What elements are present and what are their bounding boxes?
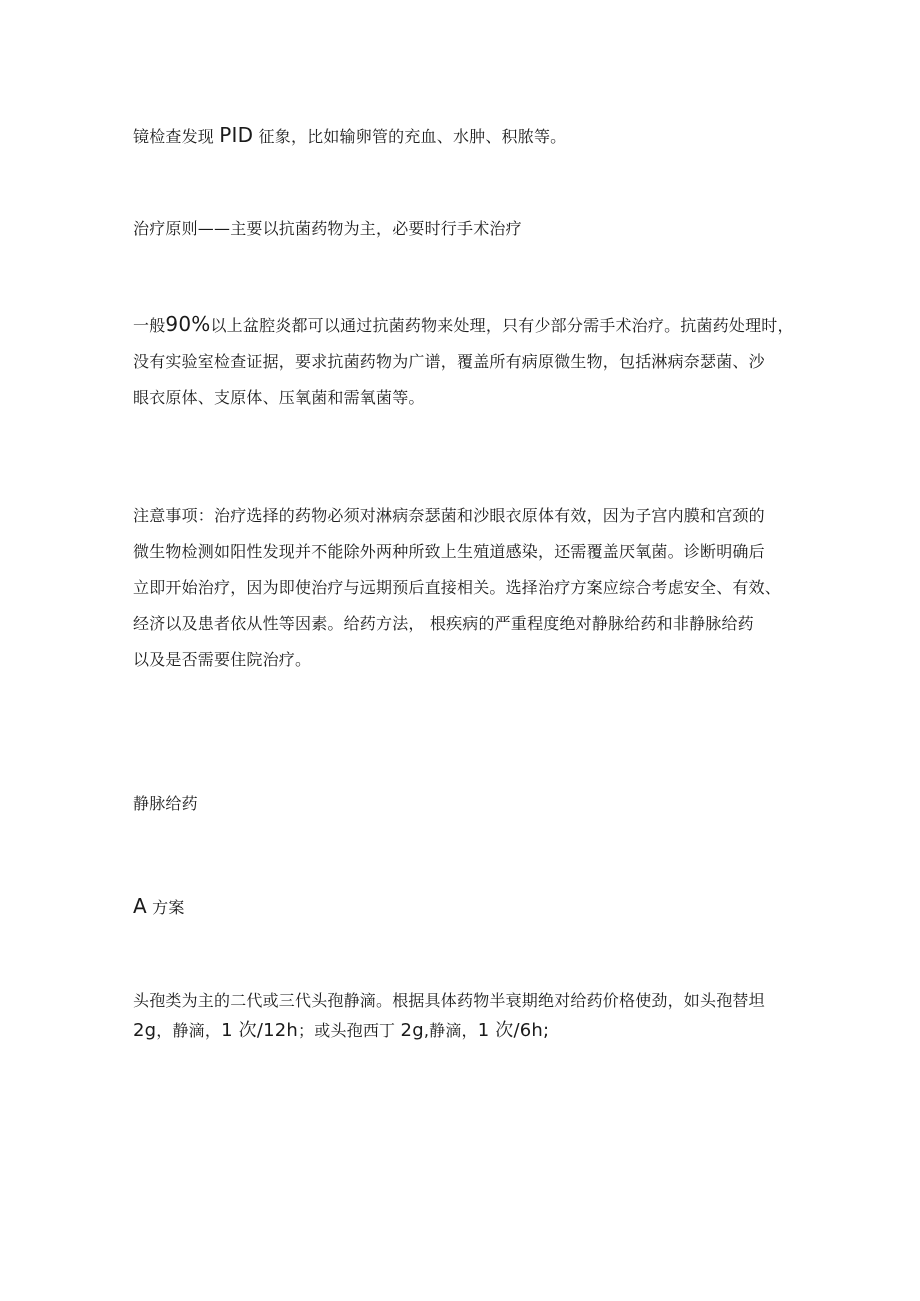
text-line [133, 888, 803, 926]
text-line [133, 117, 803, 155]
text-line: 没有实验室检查证据，要求抗菌药物为广谱，覆盖所有病原微生物，包括淋病奈瑟菌、沙 [133, 352, 765, 371]
text-segment: ,静滴， [423, 1021, 478, 1040]
text-line: 立即开始治疗，因为即使治疗与远期预后直接相关。选择治疗方案应综合考虑安全、有效、 [133, 578, 782, 597]
heading-iv-administration [133, 786, 803, 822]
text-line: 微生物检测如阳性发现并不能除外两种所致上生殖道感染，还需覆盖厌氧菌。诊断明确后 [133, 542, 765, 561]
text-line: 经济以及患者依从性等因素。给药方法， 根疾病的严重程度绝对静脉给药和非静脉给药 [133, 614, 754, 633]
paragraph-treatment-principle [133, 211, 803, 247]
text-line: 头孢类为主的二代或三代头孢静滴。根据具体药物半衰期绝对给药价格使劲，如头孢替坦 [133, 991, 765, 1010]
text-segment-frequency: 1 次/6h; [477, 1020, 550, 1041]
text-segment-pid: PID [219, 123, 254, 147]
text-segment: 一般 [133, 316, 166, 335]
text-line: 眼衣原体、支原体、压氧菌和需氧菌等。 [133, 388, 425, 407]
text-segment: ；或头孢西丁 [298, 1021, 401, 1040]
text-segment: ，静滴， [156, 1021, 222, 1040]
text-line: 以及是否需要住院治疗。 [133, 650, 312, 669]
paragraph-cephalosporin [133, 983, 803, 1049]
text-segment: 以上盆腔炎都可以通过抗菌药物来处理，只有少部分需手术治疗。抗菌药处理时， [210, 316, 794, 335]
text-line [133, 306, 803, 344]
text-segment: 征象，比如输卵管的充血、水肿、积脓等。 [253, 127, 567, 146]
heading-text: 静脉给药 [133, 794, 198, 813]
text-segment: 镜检查发现 [133, 127, 220, 146]
text-segment-dose: 2g [400, 1020, 424, 1041]
text-segment-dose: 2g [133, 1020, 157, 1041]
text-line: 注意事项：治疗选择的药物必须对淋病奈瑟菌和沙眼衣原体有效，因为子宫内膜和宫颈的 [133, 506, 765, 525]
paragraph-pid-signs [133, 117, 803, 155]
text-segment-percent: 90% [165, 312, 211, 336]
text-line: 治疗原则——主要以抗菌药物为主，必要时行手术治疗 [133, 219, 522, 238]
plan-label: 方案 [146, 898, 185, 917]
paragraph-notes [133, 498, 803, 678]
paragraph-antibiotics [133, 306, 803, 416]
text-segment-frequency: 1 次/12h [221, 1020, 299, 1041]
plan-letter: A [133, 894, 147, 918]
heading-plan-a [133, 888, 803, 926]
